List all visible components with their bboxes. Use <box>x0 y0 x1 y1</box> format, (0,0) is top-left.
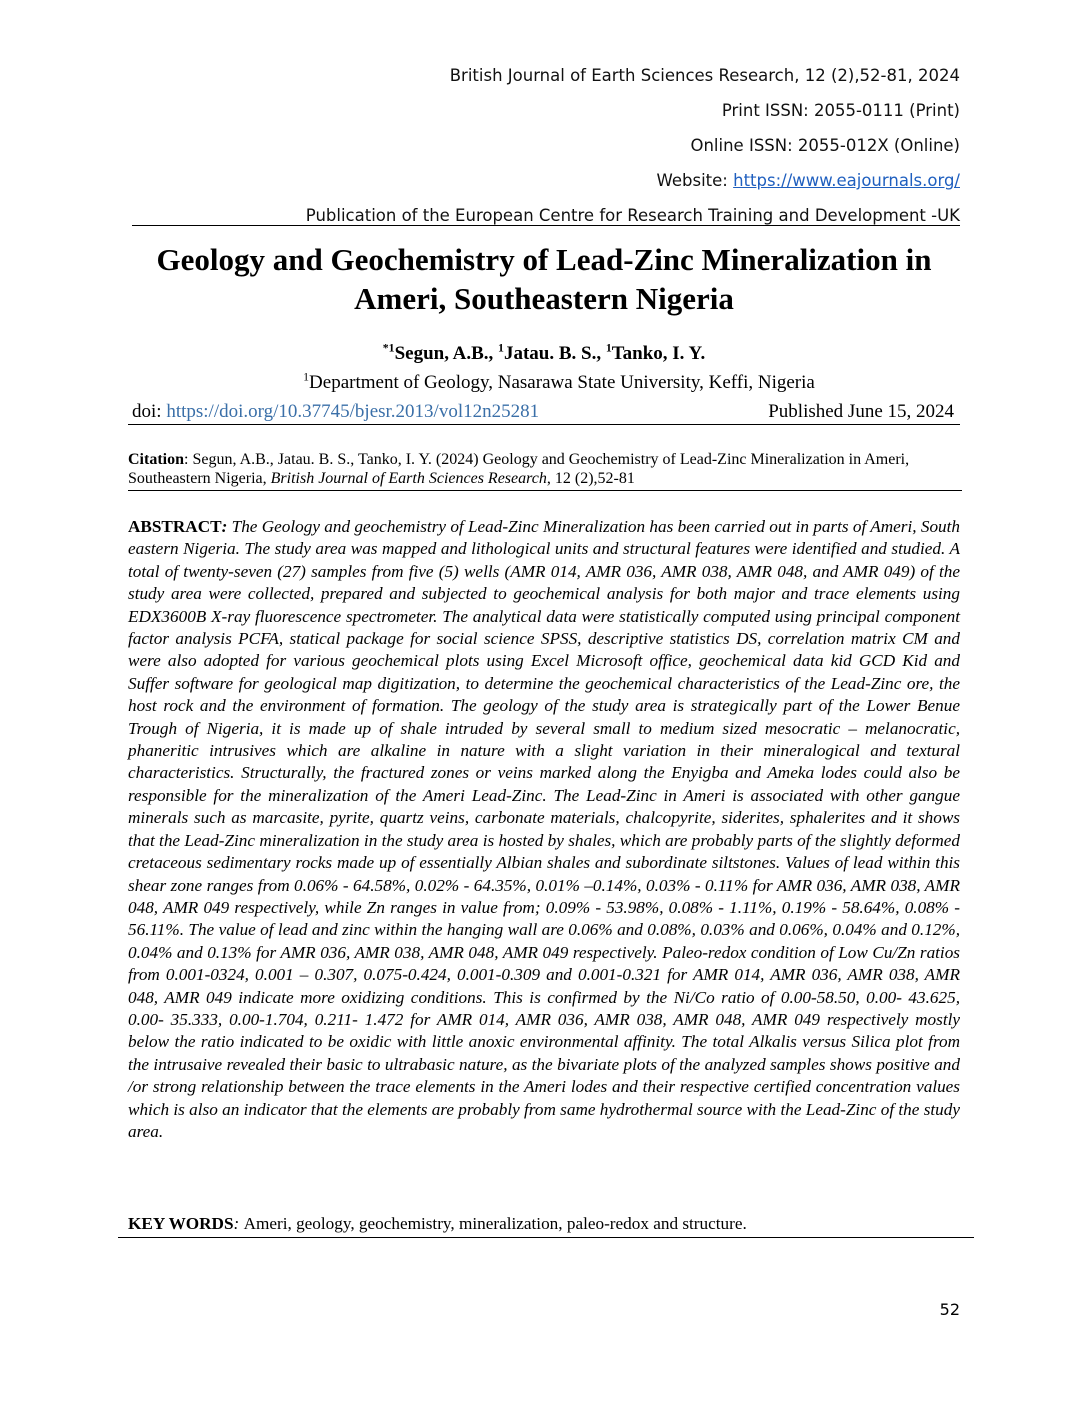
author-2: Jatau. B. S., <box>503 343 606 364</box>
website-line <box>657 171 960 190</box>
paper-title <box>120 240 968 318</box>
journal-header: British Journal of Earth Sciences Research, 12 (2),52-81, 2024 <box>449 66 960 85</box>
abstract-text: The Geology and geochemistry of Lead-Zinc Mineralization has been carried out in parts of Ameri, South eastern Nigeria. The study area was mapped and lithological units and structural features were identified and studied. A total of twenty-seven (27) samples from five (5) wells (AMR 014, AMR 036, AMR 038, AMR 048, and AMR 049) of the study area were collected, prepared and subjected to geochemical analysis for both major and trace elements using EDX3600B X-ray fluorescence spectrometer. The analytical data were statistically computed using principal component factor analysis PCFA, statical package for social science SPSS, descriptive statistics DS, correlation matrix CM and were also adopted for various geochemical plots using Excel Microsoft office, geochemical data kid GCD Kid and Suffer software for geological map digitization, to determine the geochemical characteristics of the Lead-Zinc ore, the host rock and the environment of formation. The geology of the study area is strategically part of the Lower Benue Trough of Nigeria, it is made up of shale intruded by several small to medium sized mesocratic – melanocratic, phaneritic intrusives which are alkaline in nature with a slight variation in their mineralogical and textural characteristics. Structurally, the fractured zones or veins marked along the Enyigba and Ameka lodes could also be responsible for the mineralization of the Ameri Lead-Zinc. The Lead-Zinc in Ameri is associated with other gangue minerals such as marcasite, pyrite, quartz veins, carbonate materials, chalcopyrite, siderites, sphalerites and it shows that the Lead-Zinc mineralization in the study area is hosted by shales, which are probably parts of the slightly deformed cretaceous sedimentary rocks made up of essentially Albian shales and subordinate siltstones. Values of lead within this shear zone ranges from 0.06% - 64.58%, 0.02% - 64.35%, 0.01% –0.14%, 0.03% - 0.11% for AMR 036, AMR 038, AMR 048, AMR 049 respectively, while Zn ranges in value from; 0.09% - 53.98%, 0.08% - 1.11%, 0.19% - 58.64%, 0.08% - 56.11%. The value of lead and zinc within the hanging wall are 0.06% and 0.08%, 0.03% and 0.06%, 0.04% and 0.12%, 0.04% and 0.13% for AMR 036, AMR 038, AMR 048, AMR 049 respectively. Paleo-redox condition of Low Cu/Zn ratios from 0.001-0324, 0.001 – 0.307, 0.075-0.424, 0.001-0.309 and 0.001-0.321 for AMR 014, AMR 036, AMR 038, AMR 048, AMR 049 indicate more oxidizing conditions. This is confirmed by the Ni/Co ratio of 0.00-58.50, 0.00- 43.625, 0.00- 35.333, 0.00-1.704, 0.211- 1.472 for AMR 014, AMR 036, AMR 038, AMR 048, AMR 049 respectively mostly below the ratio indicated to be oxidic with little anoxic environmental affinity. The total Alkalis versus Silica plot from the intrusaive revealed their basic to ultrabasic nature, as the bivariate plots of the analyzed samples shows positive and /or strong relationship between the trace elements in the Ameri lodes and their respective certified concentration values which is also an indicator that the elements are probably from same hydrothermal source with the Lead-Zinc of the study area. <box>128 517 961 1141</box>
citation-journal: British Journal of Earth Sciences Research <box>270 470 547 487</box>
title-line-2: Ameri, Southeastern Nigeria <box>354 281 734 316</box>
affiliation-sup: 1 <box>303 370 310 384</box>
keywords-text: Ameri, geology, geochemistry, mineralization, paleo-redox and structure. <box>243 1214 747 1233</box>
abstract-label: ABSTRACT <box>128 517 222 536</box>
keywords-label: KEY WORDS <box>128 1214 234 1233</box>
website-link[interactable]: https://www.eajournals.org/ <box>733 171 960 190</box>
page-number: 52 <box>939 1300 960 1319</box>
keywords-colon: : <box>233 1214 244 1233</box>
citation <box>128 450 960 488</box>
keywords-rule <box>118 1237 974 1238</box>
website-label: Website: <box>656 171 734 190</box>
doi-label: doi: <box>132 401 167 422</box>
title-line-1: Geology and Geochemistry of Lead-Zinc Mineralization in <box>156 242 932 277</box>
abstract-colon: : <box>221 517 232 536</box>
print-issn: Print ISSN: 2055-0111 (Print) <box>721 101 960 120</box>
online-issn: Online ISSN: 2055-012X (Online) <box>690 136 960 155</box>
abstract <box>128 516 960 1143</box>
citation-tail: , 12 (2),52-81 <box>546 470 635 487</box>
doi-line <box>132 401 539 423</box>
author-list <box>120 343 968 365</box>
citation-label: Citation <box>128 451 184 468</box>
author-3: Tanko, I. Y. <box>611 343 706 364</box>
keywords <box>128 1213 960 1235</box>
author-1-sup: *1 <box>382 341 395 355</box>
published-date: Published June 15, 2024 <box>768 401 954 422</box>
author-1: Segun, A.B., <box>394 343 499 364</box>
publisher-line: Publication of the European Centre for Research Training and Development -UK <box>305 206 960 225</box>
affiliation-text: Department of Geology, Nasarawa State University, Keffi, Nigeria <box>309 372 815 393</box>
affiliation <box>120 372 968 394</box>
citation-text: : Segun, A.B., Jatau. B. S., Tanko, I. Y. (2024) Geology and Geochemistry of Lead-Zinc Mineralization in Ameri, Southeastern Nigeria, <box>128 451 910 487</box>
doi-link[interactable]: https://doi.org/10.37745/bjesr.2013/vol12n25281 <box>166 401 540 422</box>
author-3-sup: 1 <box>605 341 612 355</box>
author-2-sup: 1 <box>498 341 504 355</box>
doi-rule <box>128 424 960 425</box>
citation-rule <box>128 490 962 491</box>
header-rule <box>132 225 960 226</box>
